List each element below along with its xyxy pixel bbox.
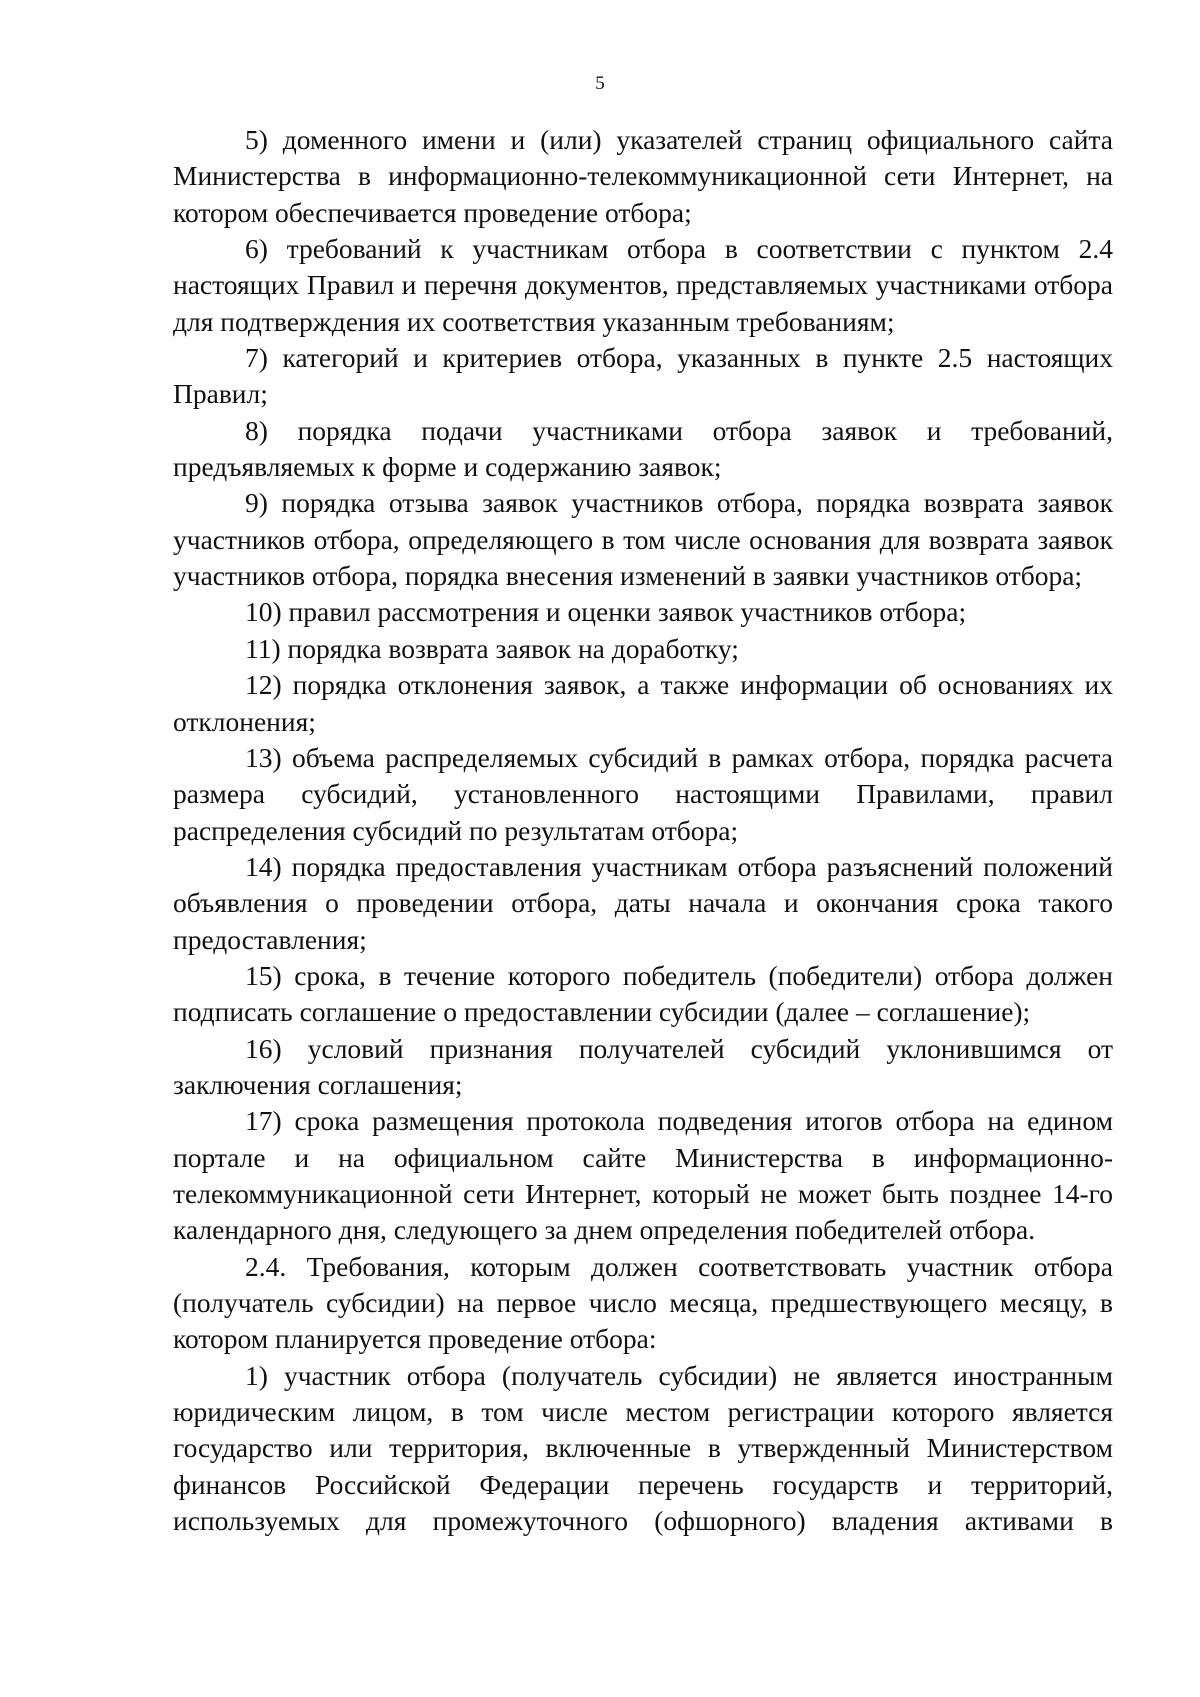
paragraph-item-7: 7) категорий и критериев отбора, указанных в пункте 2.5 настоящих Правил; bbox=[173, 342, 1113, 410]
section-2-4-paragraph: 2.4. Требования, которым должен соответствовать участник отбора (получатель субсидии) на первое число месяца, предшествующего месяцу, в котором планируется проведение отбора: bbox=[173, 1250, 1113, 1355]
paragraph-item-6: 6) требований к участникам отбора в соответствии с пунктом 2.4 настоящих Правил и перечня документов, представляемых участниками отбора для подтверждения их соответствия указанным требованиям; bbox=[173, 233, 1113, 337]
paragraph-item-16: 16) условий признания получателей субсидий уклонившимся от заключения соглашения; bbox=[173, 1032, 1113, 1100]
requirement-item-1: 1) участник отбора (получатель субсидии) не является иностранным юридическим лицом, в том числе местом регистрации которого является государство или территория, включенные в утвержденный Министерством финансов Российской Федерации перечень государств и территорий, используемых для промежуточного (офшорного) владения активами в bbox=[173, 1359, 1113, 1537]
paragraph-item-9: 9) порядка отзыва заявок участников отбора, порядка возврата заявок участников отбора, определяющего в том числе основания для возврата заявок участников отбора, порядка внесения изменений в заявки участников отбора; bbox=[173, 487, 1113, 592]
paragraph-item-5: 5) доменного имени и (или) указателей страниц официального сайта Министерства в информационно-телекоммуникационной сети Интернет, на котором обеспечивается проведение отбора; bbox=[173, 124, 1113, 228]
document-body bbox=[173, 122, 1113, 1539]
paragraph-item-15: 15) срока, в течение которого победитель (победители) отбора должен подписать соглашение о предоставлении субсидии (далее – соглашение); bbox=[173, 959, 1113, 1028]
paragraph-item-12: 12) порядка отклонения заявок, а также информации об основаниях их отклонения; bbox=[173, 669, 1113, 737]
page-number: 5 bbox=[595, 73, 605, 94]
paragraph-item-13: 13) объема распределяемых субсидий в рамках отбора, порядка расчета размера субсидий, установленного настоящими Правилами, правил распределения субсидий по результатам отбора; bbox=[173, 741, 1113, 846]
paragraph-item-10: 10) правил рассмотрения и оценки заявок участников отбора; bbox=[245, 596, 967, 628]
paragraph-item-17: 17) срока размещения протокола подведения итогов отбора на едином портале и на официальном сайте Министерства в информационно-телекоммуникационной сети Интернет, который не может быть позднее 14-го календарного дня, следующего за днем определения победителей отбора. bbox=[173, 1105, 1113, 1246]
paragraph-item-11: 11) порядка возврата заявок на доработку; bbox=[245, 632, 739, 664]
paragraph-item-8: 8) порядка подачи участниками отбора заявок и требований, предъявляемых к форме и содержанию заявок; bbox=[173, 414, 1113, 483]
paragraph-item-14: 14) порядка предоставления участникам отбора разъяснений положений объявления о проведении отбора, даты начала и окончания срока такого предоставления; bbox=[173, 850, 1113, 955]
